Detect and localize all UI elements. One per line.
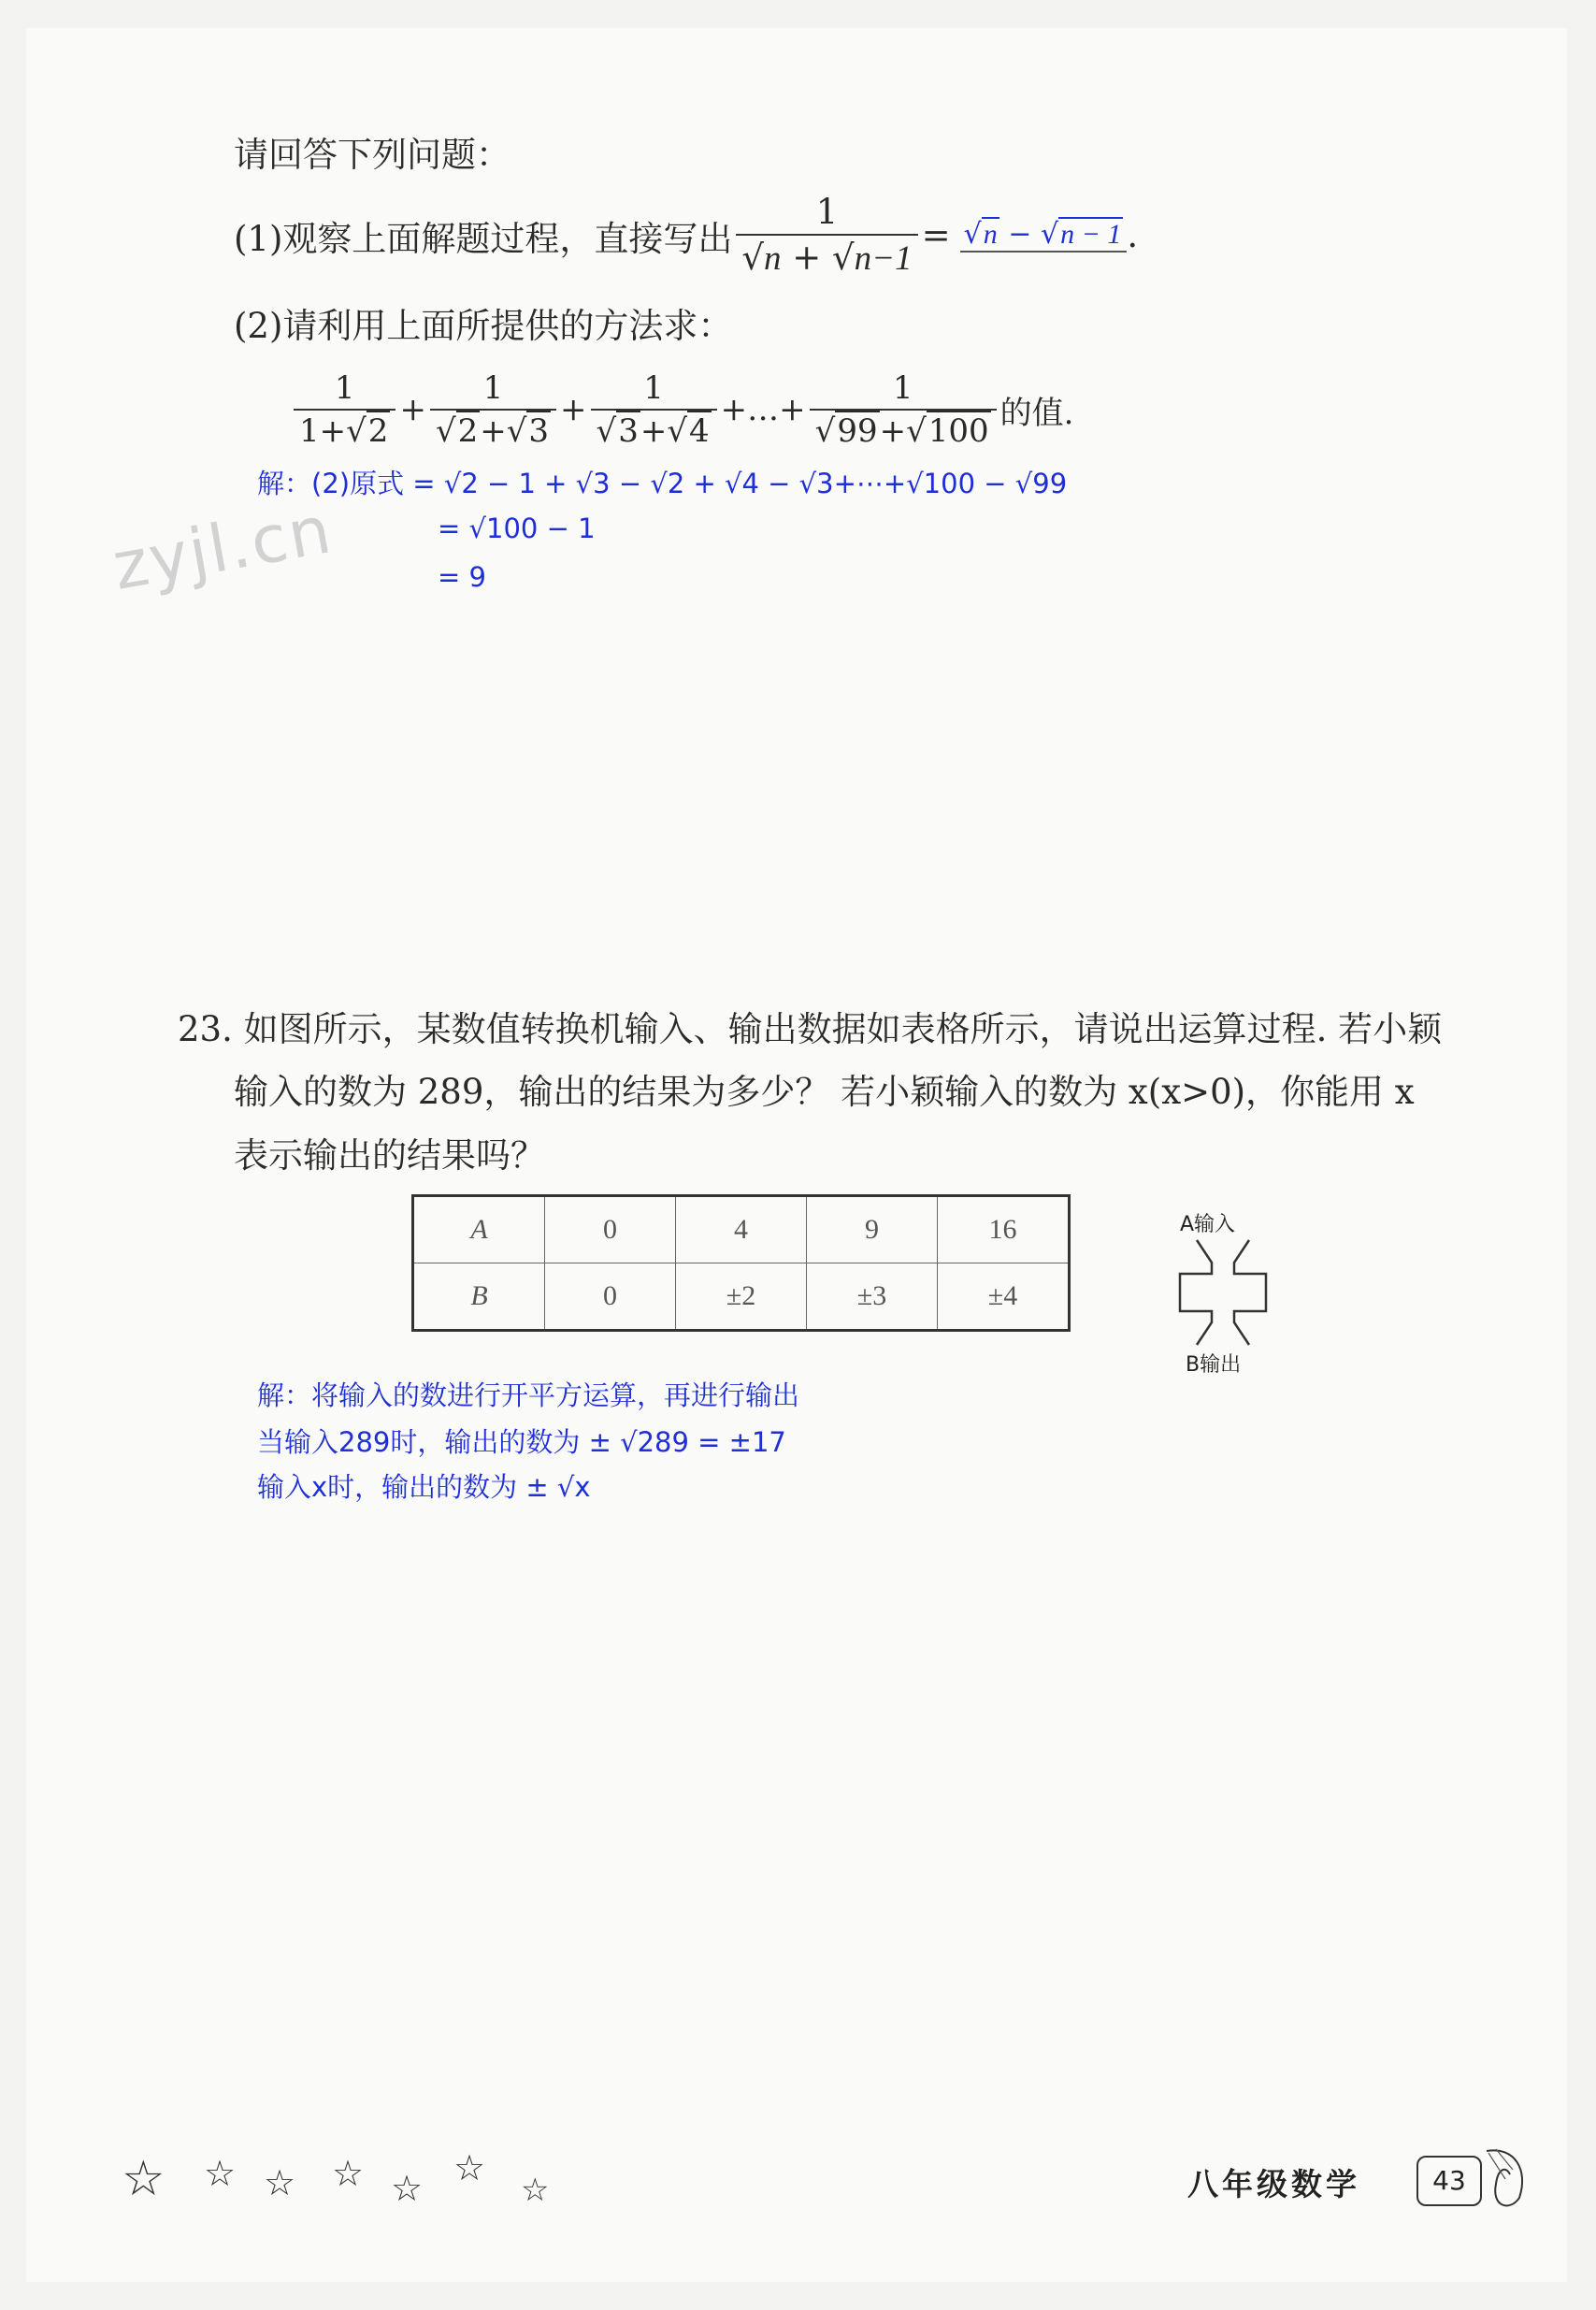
table-row — [413, 1263, 1070, 1331]
table-cell: 0 — [545, 1196, 676, 1263]
frac-den-a: n — [764, 239, 782, 278]
data-table — [411, 1194, 1071, 1332]
q23-line2: 输入的数为 289，输出的结果为多少？ 若小颖输入的数为 x(x>0)，你能用 x — [234, 1072, 1415, 1112]
q22-part2-prefix: (2)请利用上面所提供的方法求： — [234, 306, 733, 346]
q23-solution-line1: 解：将输入的数进行开平方运算，再进行输出 — [257, 1379, 800, 1411]
table-cell: ±4 — [938, 1263, 1070, 1331]
q22-solution-line1: 解：(2)原式 = √2 − 1 + √3 − √2 + √4 − √3+⋯+√100 − √99 — [257, 468, 1068, 499]
q22-part1-answer: √n − √n − 1 — [960, 218, 1128, 253]
table-cell: 0 — [545, 1263, 676, 1331]
star-icon: ☆ — [521, 2172, 550, 2209]
star-icon: ☆ — [332, 2153, 365, 2194]
page-number: 43 — [1416, 2156, 1482, 2206]
q22-solution-line3: = 9 — [438, 561, 486, 593]
leaf-decoration-icon — [1477, 2142, 1533, 2216]
q22-part1: (1)观察上面解题过程，直接写出 $\frac{1}{√n + √n-1}$ = √n − √n − 1 . — [234, 192, 1139, 278]
table-cell: ±3 — [807, 1263, 938, 1331]
table-cell: 9 — [807, 1196, 938, 1263]
q22-part1-prefix: (1)观察上面解题过程，直接写出 — [234, 218, 733, 259]
star-icon: ☆ — [122, 2151, 165, 2207]
table-cell: A — [413, 1196, 545, 1263]
star-icon: ☆ — [453, 2147, 486, 2188]
q23-line1: 23. 如图所示，某数值转换机输入、输出数据如表格所示，请说出运算过程. 若小颖 — [178, 1009, 1443, 1049]
frac-den-b: n−1 — [854, 239, 913, 278]
watermark: zyjl.cn — [107, 491, 338, 605]
sum-term-2: $\frac{1}{√2+√3}$ — [430, 369, 556, 450]
q23-solution-line2: 当输入289时，输出的数为 ± √289 = ±17 — [257, 1426, 786, 1458]
q22-intro: 请回答下列问题： — [234, 135, 510, 175]
conversion-machine-diagram — [1176, 1236, 1270, 1349]
table-row — [413, 1196, 1070, 1263]
table-cell: B — [413, 1263, 545, 1331]
frac-numerator: 1 — [815, 192, 839, 232]
star-icon: ☆ — [391, 2168, 424, 2209]
q23-line3: 表示输出的结果吗？ — [234, 1135, 545, 1176]
machine-input-label: A输入 — [1180, 1213, 1236, 1236]
q23-solution-line3: 输入x时，输出的数为 ± √x — [257, 1471, 591, 1503]
table-cell: ±2 — [676, 1263, 807, 1331]
table-cell: 4 — [676, 1196, 807, 1263]
book-title: 八年级数学 — [1187, 2166, 1360, 2202]
star-icon: ☆ — [264, 2162, 296, 2203]
sum-term-1: $\frac{1}{1+√2}$ — [294, 369, 395, 450]
sum-term-last: $\frac{1}{√99+√100}$ — [810, 369, 997, 450]
star-icon: ☆ — [204, 2153, 237, 2194]
table-cell: 16 — [938, 1196, 1070, 1263]
q22-part1-fraction: $\frac{1}{√n + √n-1}$ — [736, 192, 917, 279]
machine-output-label: B输出 — [1186, 1353, 1242, 1377]
q22-sum-expression: $\frac{1}{1+√2}$ + $\frac{1}{√2+√3}$ + $\frac{1}{√3+√4}$ +…+ $\frac{1}{√99+√100}$ 的值. — [290, 369, 1073, 450]
sum-term-3: $\frac{1}{√3+√4}$ — [591, 369, 717, 450]
q22-solution-line2: = √100 − 1 — [438, 513, 596, 544]
